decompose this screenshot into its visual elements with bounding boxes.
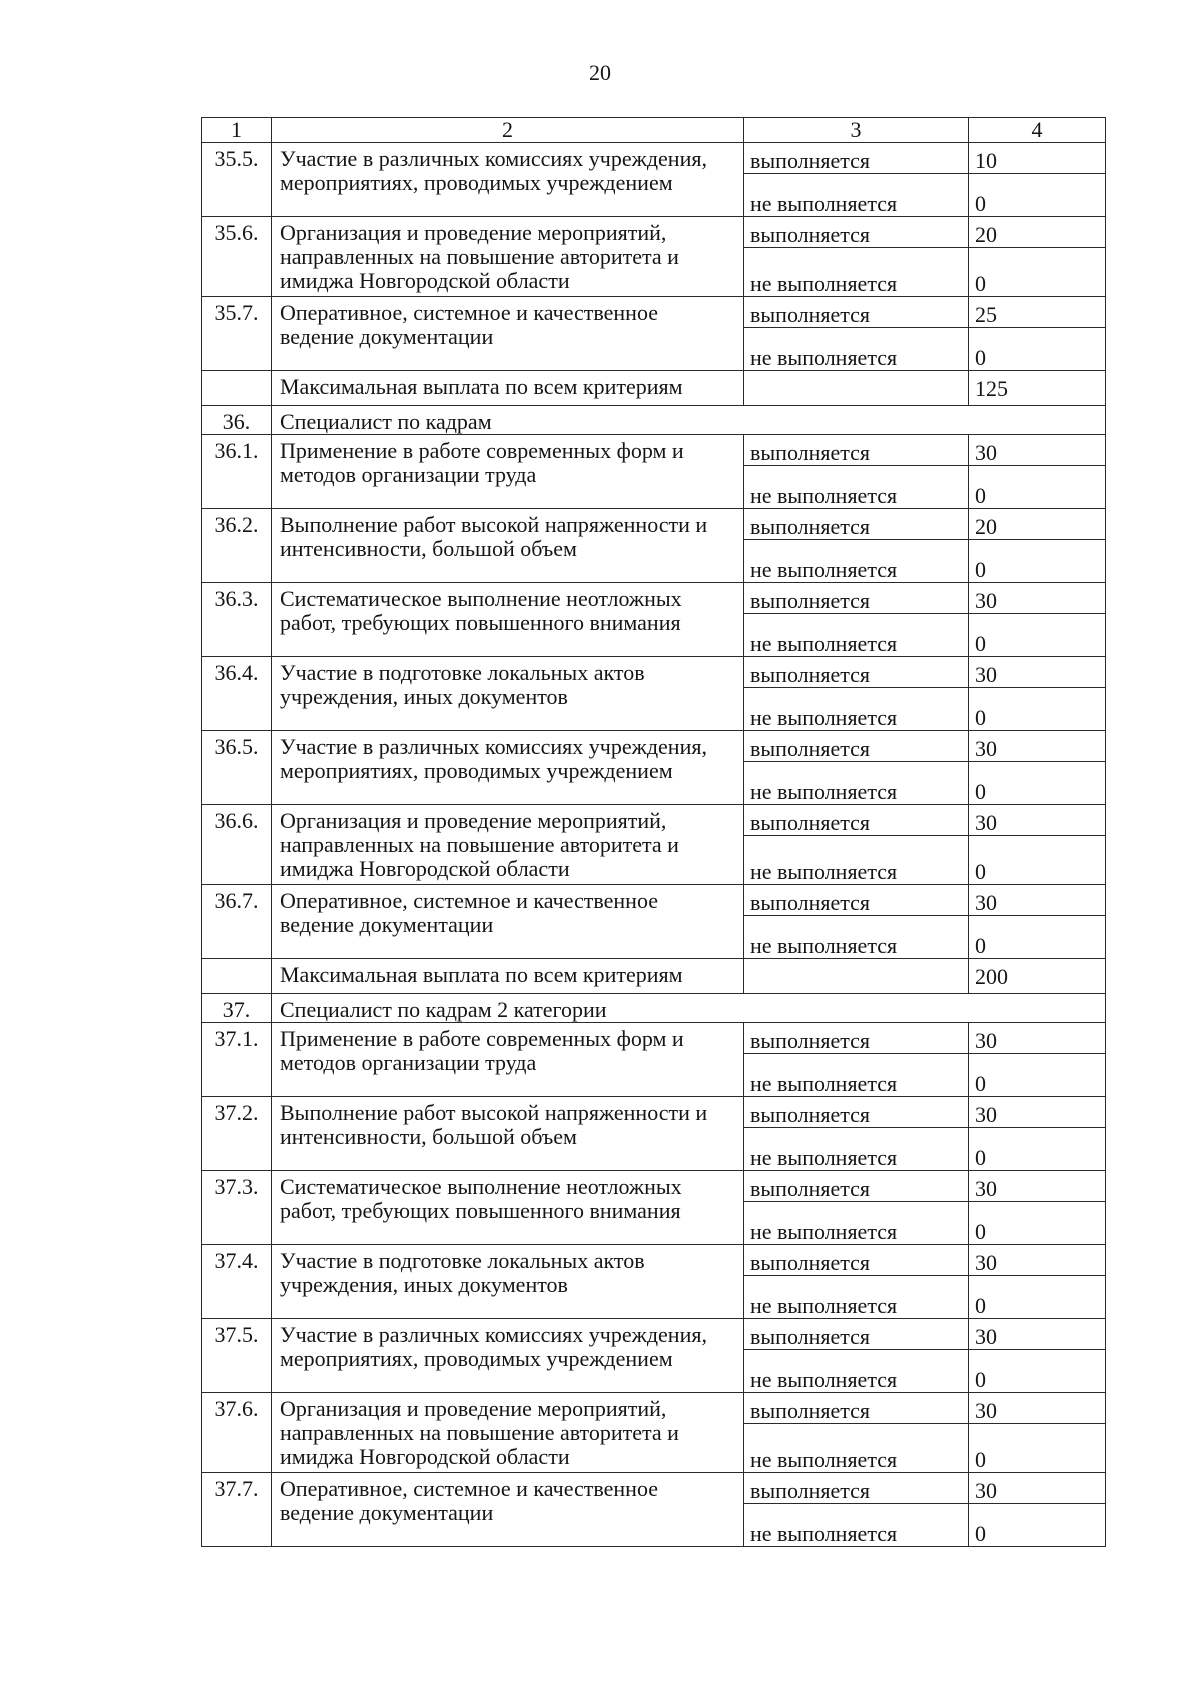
page-number: 20 xyxy=(589,60,611,85)
points-not-fulfilled: 0 xyxy=(969,836,1106,885)
criterion-row xyxy=(202,217,1106,248)
condition-not-fulfilled: не выполняется xyxy=(744,1054,969,1097)
condition-not-fulfilled: не выполняется xyxy=(744,1504,969,1547)
criterion-text: Участие в подготовке локальных актов учреждения, иных документов xyxy=(272,657,744,731)
criterion-number: 37.4. xyxy=(202,1245,272,1319)
criterion-text: Выполнение работ высокой напряженности и интенсивности, большой объем xyxy=(272,1097,744,1171)
max-payment-label: Максимальная выплата по всем критериям xyxy=(272,371,744,406)
criterion-row xyxy=(202,1473,1106,1504)
criterion-text: Организация и проведение мероприятий, направленных на повышение авторитета и имиджа Новгородской области xyxy=(272,805,744,885)
condition-not-fulfilled: не выполняется xyxy=(744,1202,969,1245)
criterion-text: Применение в работе современных форм и методов организации труда xyxy=(272,1023,744,1097)
condition-not-fulfilled: не выполняется xyxy=(744,1128,969,1171)
criterion-number: 36.2. xyxy=(202,509,272,583)
points-fulfilled: 30 xyxy=(969,1171,1106,1202)
condition-not-fulfilled: не выполняется xyxy=(744,540,969,583)
points-not-fulfilled: 0 xyxy=(969,1054,1106,1097)
criterion-number: 35.6. xyxy=(202,217,272,297)
criterion-number: 37.6. xyxy=(202,1393,272,1473)
criterion-text: Организация и проведение мероприятий, направленных на повышение авторитета и имиджа Новгородской области xyxy=(272,217,744,297)
criterion-number: 37.5. xyxy=(202,1319,272,1393)
max-payment-row xyxy=(202,371,1106,406)
max-condition-empty xyxy=(744,959,969,994)
points-fulfilled: 25 xyxy=(969,297,1106,328)
condition-not-fulfilled: не выполняется xyxy=(744,688,969,731)
criterion-number: 36.7. xyxy=(202,885,272,959)
criterion-text: Оперативное, системное и качественное ведение документации xyxy=(272,1473,744,1547)
points-not-fulfilled: 0 xyxy=(969,540,1106,583)
condition-not-fulfilled: не выполняется xyxy=(744,248,969,297)
criterion-text: Участие в различных комиссиях учреждения, мероприятиях, проводимых учреждением xyxy=(272,731,744,805)
criterion-number: 37.2. xyxy=(202,1097,272,1171)
condition-not-fulfilled: не выполняется xyxy=(744,916,969,959)
condition-fulfilled: выполняется xyxy=(744,1473,969,1504)
condition-not-fulfilled: не выполняется xyxy=(744,836,969,885)
max-payment-label: Максимальная выплата по всем критериям xyxy=(272,959,744,994)
points-not-fulfilled: 0 xyxy=(969,1424,1106,1473)
criterion-row xyxy=(202,885,1106,916)
condition-fulfilled: выполняется xyxy=(744,297,969,328)
max-number-empty xyxy=(202,959,272,994)
points-fulfilled: 30 xyxy=(969,1023,1106,1054)
criterion-row xyxy=(202,1097,1106,1128)
criterion-row xyxy=(202,583,1106,614)
section-title: Специалист по кадрам 2 категории xyxy=(272,994,1106,1023)
points-fulfilled: 30 xyxy=(969,885,1106,916)
max-number-empty xyxy=(202,371,272,406)
criterion-number: 37.3. xyxy=(202,1171,272,1245)
section-number: 36. xyxy=(202,406,272,435)
points-not-fulfilled: 0 xyxy=(969,248,1106,297)
points-fulfilled: 30 xyxy=(969,1097,1106,1128)
points-fulfilled: 10 xyxy=(969,143,1106,174)
criterion-text: Систематическое выполнение неотложных работ, требующих повышенного внимания xyxy=(272,1171,744,1245)
points-fulfilled: 30 xyxy=(969,1245,1106,1276)
points-fulfilled: 30 xyxy=(969,805,1106,836)
points-not-fulfilled: 0 xyxy=(969,1504,1106,1547)
condition-fulfilled: выполняется xyxy=(744,805,969,836)
header-row xyxy=(202,118,1106,143)
header-col-3: 3 xyxy=(744,118,969,143)
header-col-4: 4 xyxy=(969,118,1106,143)
criterion-text: Оперативное, системное и качественное ведение документации xyxy=(272,885,744,959)
criterion-row xyxy=(202,435,1106,466)
criterion-row xyxy=(202,1245,1106,1276)
criterion-row xyxy=(202,143,1106,174)
condition-not-fulfilled: не выполняется xyxy=(744,1350,969,1393)
criterion-row xyxy=(202,297,1106,328)
criterion-text: Организация и проведение мероприятий, направленных на повышение авторитета и имиджа Новгородской области xyxy=(272,1393,744,1473)
max-payment-value: 200 xyxy=(969,959,1106,994)
condition-fulfilled: выполняется xyxy=(744,1393,969,1424)
criterion-number: 36.5. xyxy=(202,731,272,805)
condition-fulfilled: выполняется xyxy=(744,885,969,916)
condition-not-fulfilled: не выполняется xyxy=(744,174,969,217)
points-fulfilled: 20 xyxy=(969,217,1106,248)
points-not-fulfilled: 0 xyxy=(969,1128,1106,1171)
criterion-number: 36.4. xyxy=(202,657,272,731)
max-condition-empty xyxy=(744,371,969,406)
condition-fulfilled: выполняется xyxy=(744,1171,969,1202)
criterion-text: Выполнение работ высокой напряженности и интенсивности, большой объем xyxy=(272,509,744,583)
max-payment-row xyxy=(202,959,1106,994)
criterion-row xyxy=(202,509,1106,540)
criterion-text: Участие в различных комиссиях учреждения, мероприятиях, проводимых учреждением xyxy=(272,1319,744,1393)
max-payment-value: 125 xyxy=(969,371,1106,406)
condition-fulfilled: выполняется xyxy=(744,1319,969,1350)
criterion-number: 36.3. xyxy=(202,583,272,657)
criterion-row xyxy=(202,1023,1106,1054)
condition-fulfilled: выполняется xyxy=(744,1245,969,1276)
points-fulfilled: 30 xyxy=(969,657,1106,688)
condition-fulfilled: выполняется xyxy=(744,1097,969,1128)
points-fulfilled: 30 xyxy=(969,583,1106,614)
points-not-fulfilled: 0 xyxy=(969,174,1106,217)
section-row xyxy=(202,994,1106,1023)
criterion-row xyxy=(202,731,1106,762)
criterion-text: Оперативное, системное и качественное ведение документации xyxy=(272,297,744,371)
criterion-number: 35.7. xyxy=(202,297,272,371)
condition-fulfilled: выполняется xyxy=(744,509,969,540)
points-fulfilled: 30 xyxy=(969,731,1106,762)
condition-fulfilled: выполняется xyxy=(744,657,969,688)
criterion-number: 36.6. xyxy=(202,805,272,885)
criterion-row xyxy=(202,805,1106,836)
points-not-fulfilled: 0 xyxy=(969,614,1106,657)
section-title: Специалист по кадрам xyxy=(272,406,1106,435)
points-fulfilled: 30 xyxy=(969,1393,1106,1424)
criterion-text: Систематическое выполнение неотложных работ, требующих повышенного внимания xyxy=(272,583,744,657)
condition-fulfilled: выполняется xyxy=(744,143,969,174)
header-col-2: 2 xyxy=(272,118,744,143)
criterion-number: 37.7. xyxy=(202,1473,272,1547)
condition-not-fulfilled: не выполняется xyxy=(744,1424,969,1473)
condition-fulfilled: выполняется xyxy=(744,1023,969,1054)
condition-fulfilled: выполняется xyxy=(744,435,969,466)
condition-not-fulfilled: не выполняется xyxy=(744,1276,969,1319)
points-fulfilled: 20 xyxy=(969,509,1106,540)
points-fulfilled: 30 xyxy=(969,435,1106,466)
points-not-fulfilled: 0 xyxy=(969,1276,1106,1319)
criterion-row xyxy=(202,1393,1106,1424)
condition-not-fulfilled: не выполняется xyxy=(744,328,969,371)
condition-not-fulfilled: не выполняется xyxy=(744,614,969,657)
condition-fulfilled: выполняется xyxy=(744,217,969,248)
condition-fulfilled: выполняется xyxy=(744,583,969,614)
criterion-text: Применение в работе современных форм и методов организации труда xyxy=(272,435,744,509)
points-not-fulfilled: 0 xyxy=(969,1350,1106,1393)
criterion-row xyxy=(202,1171,1106,1202)
points-fulfilled: 30 xyxy=(969,1319,1106,1350)
points-not-fulfilled: 0 xyxy=(969,762,1106,805)
points-not-fulfilled: 0 xyxy=(969,916,1106,959)
criterion-row xyxy=(202,657,1106,688)
section-number: 37. xyxy=(202,994,272,1023)
criterion-number: 35.5. xyxy=(202,143,272,217)
points-not-fulfilled: 0 xyxy=(969,328,1106,371)
criterion-text: Участие в различных комиссиях учреждения, мероприятиях, проводимых учреждением xyxy=(272,143,744,217)
condition-not-fulfilled: не выполняется xyxy=(744,466,969,509)
criteria-table xyxy=(201,117,1106,1547)
condition-not-fulfilled: не выполняется xyxy=(744,762,969,805)
criterion-number: 36.1. xyxy=(202,435,272,509)
points-not-fulfilled: 0 xyxy=(969,1202,1106,1245)
condition-fulfilled: выполняется xyxy=(744,731,969,762)
points-not-fulfilled: 0 xyxy=(969,688,1106,731)
header-col-1: 1 xyxy=(202,118,272,143)
points-not-fulfilled: 0 xyxy=(969,466,1106,509)
points-fulfilled: 30 xyxy=(969,1473,1106,1504)
criterion-row xyxy=(202,1319,1106,1350)
criterion-number: 37.1. xyxy=(202,1023,272,1097)
criterion-text: Участие в подготовке локальных актов учреждения, иных документов xyxy=(272,1245,744,1319)
section-row xyxy=(202,406,1106,435)
